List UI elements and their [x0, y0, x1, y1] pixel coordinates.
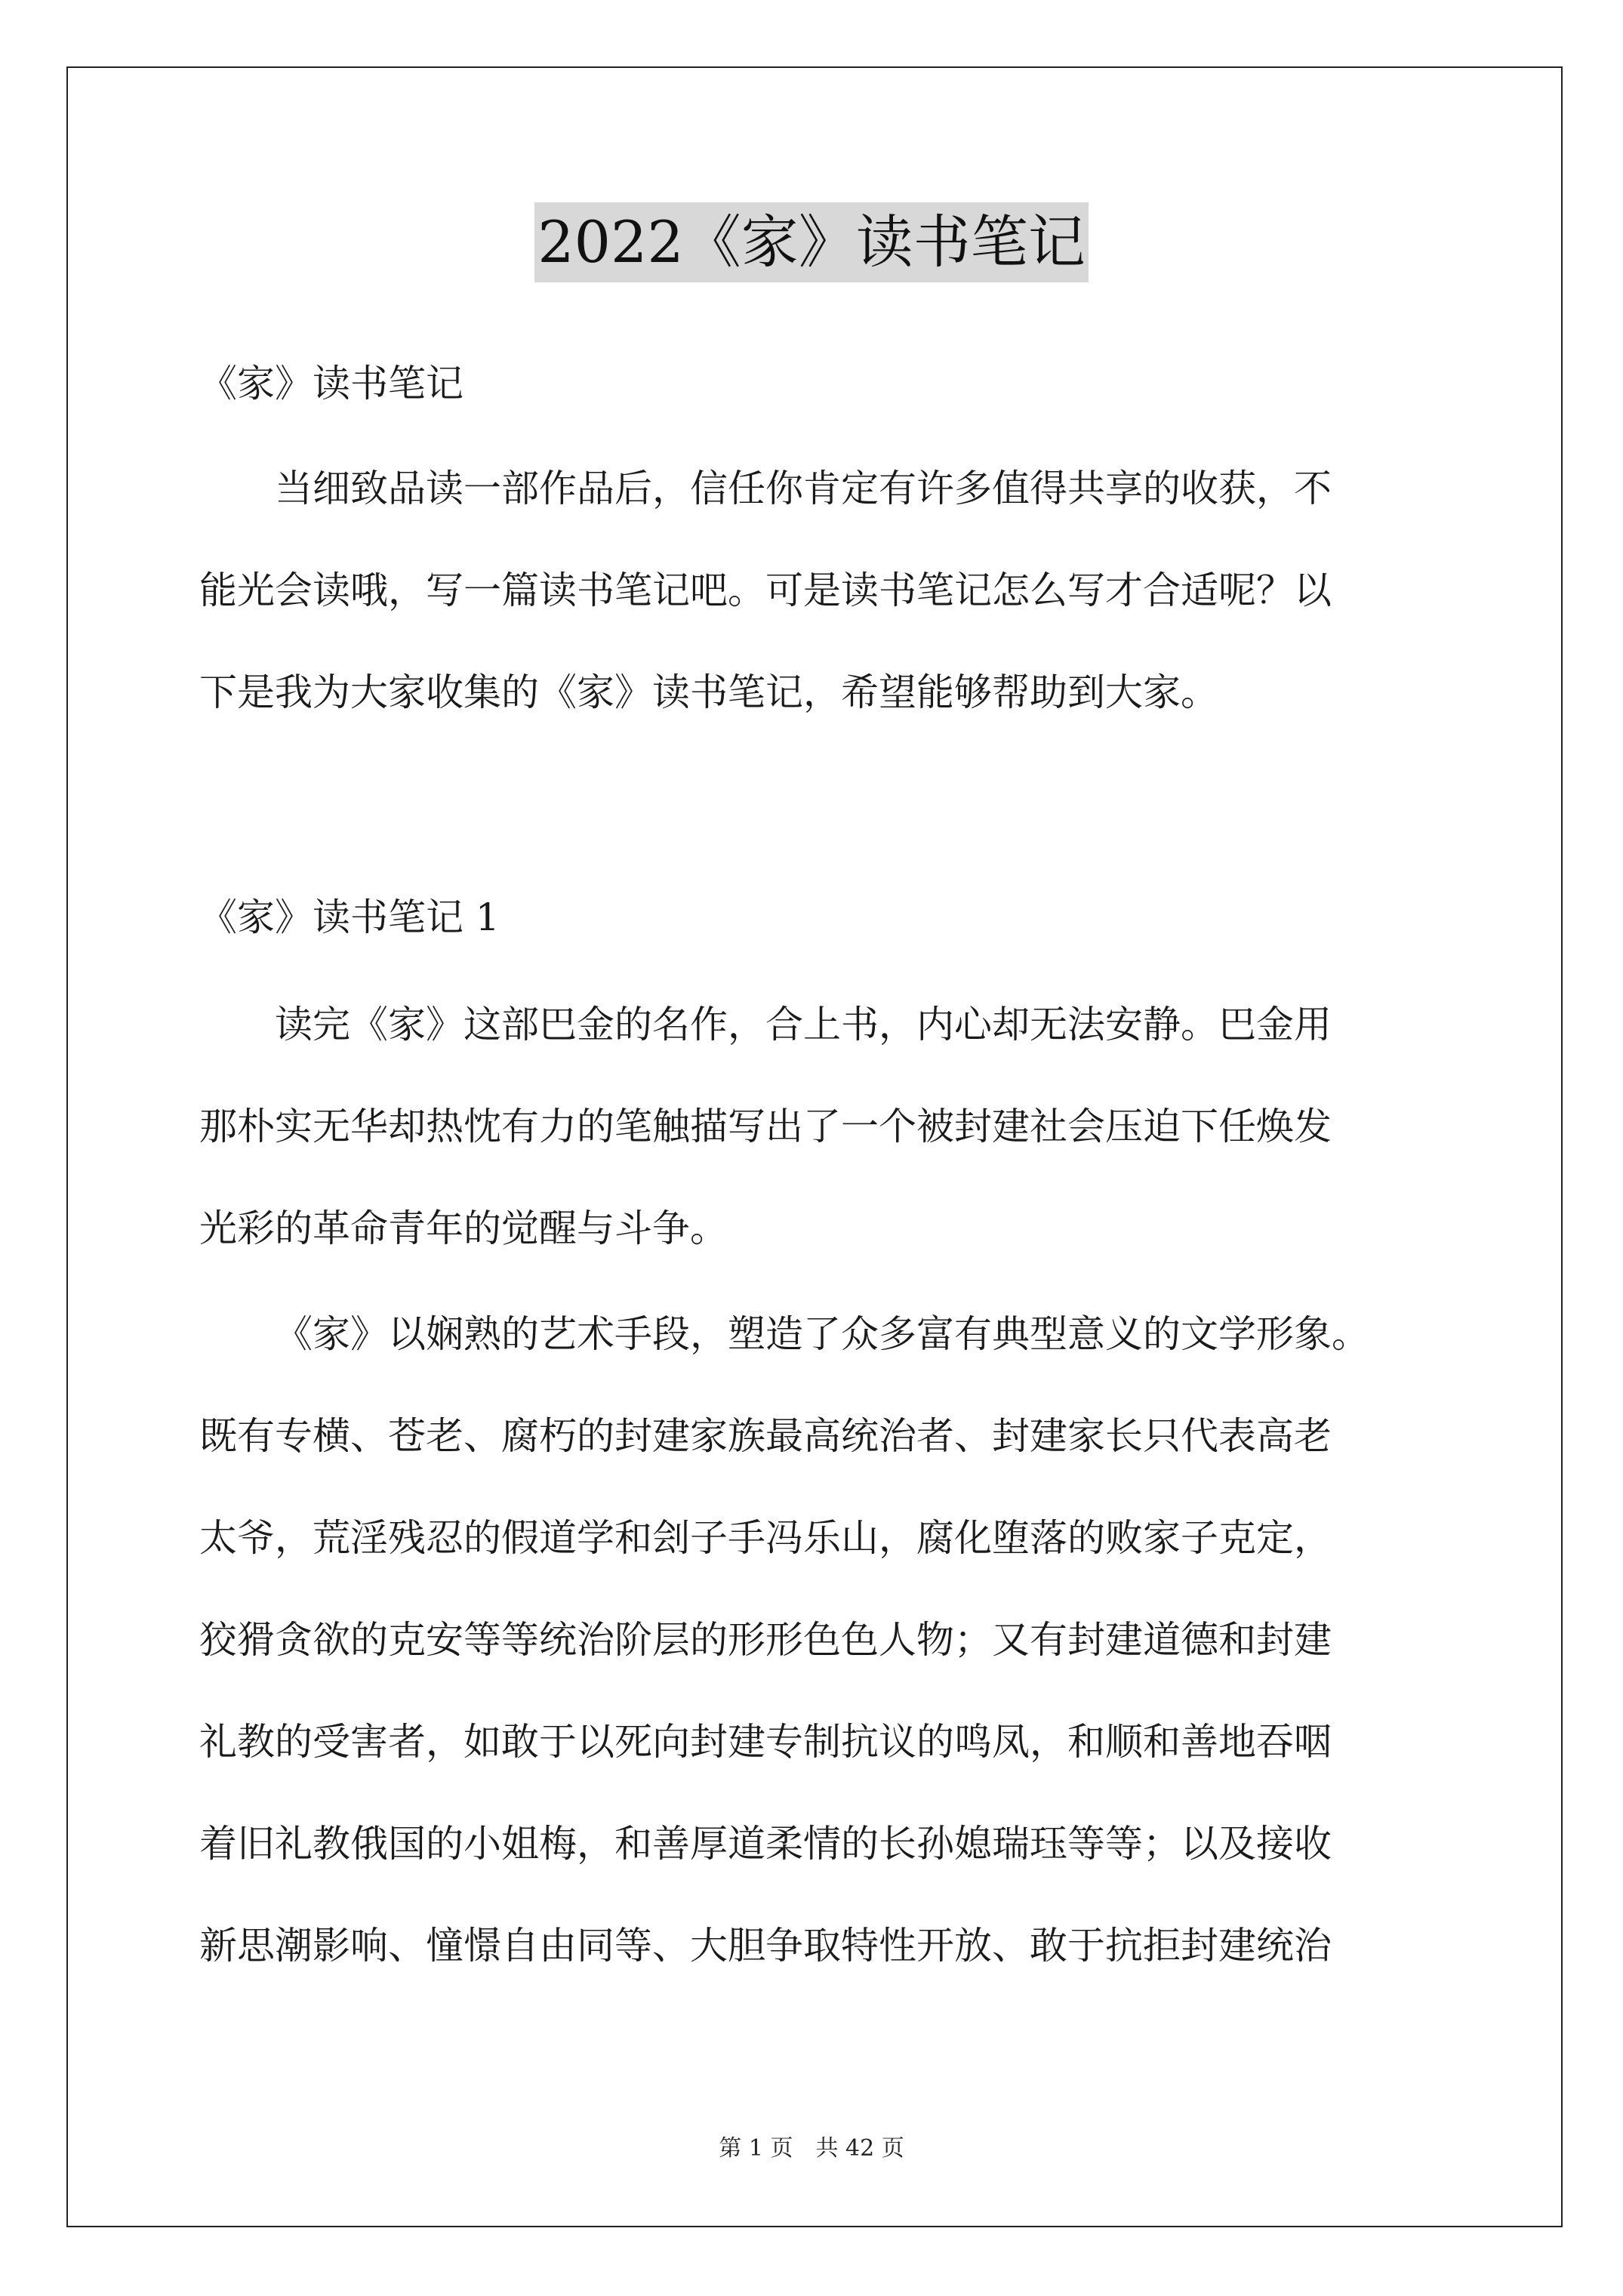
section1-p2-line-3: 太爷，荒淫残忍的假道学和刽子手冯乐山，腐化堕落的败家子克定，: [199, 1516, 1332, 1560]
document-title: 2022《家》读书笔记: [534, 202, 1088, 282]
intro-line-3: 下是我为大家收集的《家》读书笔记，希望能够帮助到大家。: [199, 670, 1218, 714]
section1-p2-line-6: 着旧礼教俄国的小姐梅，和善厚道柔情的长孙媳瑞珏等等；以及接收: [199, 1822, 1332, 1866]
section1-p1-line-3: 光彩的革命青年的觉醒与斗争。: [199, 1207, 728, 1250]
section1-heading: 《家》读书笔记 1: [199, 895, 500, 939]
document-title-block: [0, 202, 1623, 282]
section1-p2-line-2: 既有专横、苍老、腐朽的封建家族最高统治者、封建家长只代表高老: [199, 1414, 1332, 1458]
section1-paragraph-2: [199, 1284, 1437, 1997]
intro-line-1: 当细致品读一部作品后，信任你肯定有许多值得共享的收获，不: [275, 467, 1332, 510]
section1-p1-line-1: 读完《家》这部巴金的名作，合上书，内心却无法安静。巴金用: [275, 1003, 1332, 1046]
page-number-footer: 第 1 页 共 42 页: [719, 2135, 904, 2162]
section1-p2-line-5: 礼教的受害者，如敢于以死向封建专制抗议的鸣凤，和顺和善地吞咽: [199, 1720, 1332, 1764]
section1-p2-line-7: 新思潮影响、憧憬自由同等、大胆争取特性开放、敢于抗拒封建统治: [199, 1924, 1332, 1968]
section1-p1-line-2: 那朴实无华却热忱有力的笔触描写出了一个被封建社会压迫下任焕发: [199, 1105, 1332, 1148]
intro-paragraph: [199, 438, 1437, 744]
section1-p2-line-1: 《家》以娴熟的艺术手段，塑造了众多富有典型意义的文学形象。: [275, 1312, 1369, 1356]
section1-p2-line-4: 狡猾贪欲的克安等等统治阶层的形形色色人物；又有封建道德和封建: [199, 1618, 1332, 1662]
section1-paragraph-1: [199, 974, 1437, 1280]
intro-line-2: 能光会读哦，写一篇读书笔记吧。可是读书笔记怎么写才合适呢？以: [199, 569, 1332, 612]
intro-heading: 《家》读书笔记: [199, 362, 463, 405]
